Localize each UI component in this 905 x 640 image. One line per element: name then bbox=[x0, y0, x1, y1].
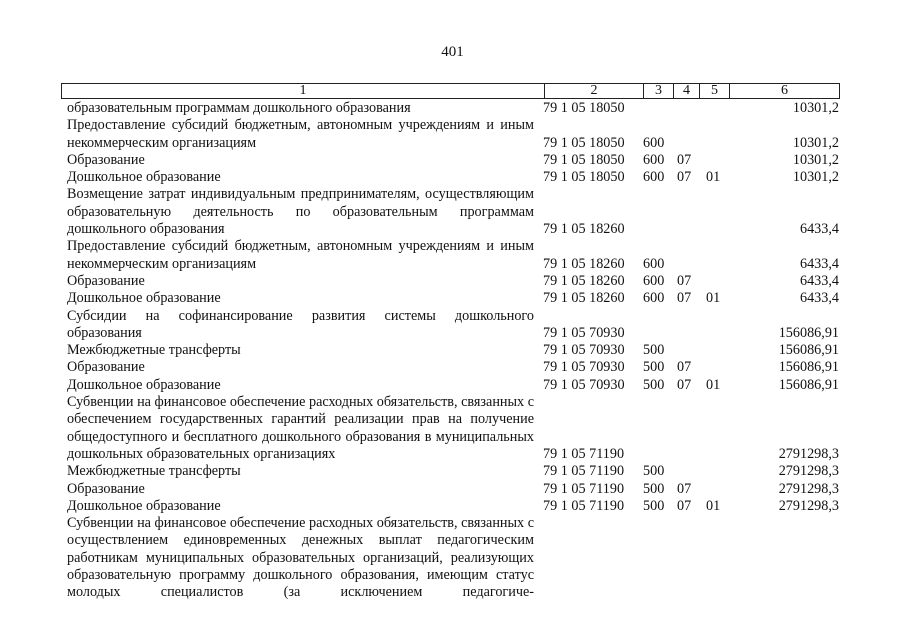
row-col-4: 07 bbox=[677, 480, 692, 497]
row-col-3: 600 bbox=[643, 169, 665, 186]
row-code: 79 1 05 71190 bbox=[543, 445, 625, 462]
row-amount: 10301,2 bbox=[792, 169, 839, 186]
row-description: Дошкольное образование bbox=[67, 497, 221, 514]
row-code: 79 1 05 70930 bbox=[543, 376, 625, 393]
row-col-5: 01 bbox=[706, 497, 721, 514]
row-amount: 2791298,3 bbox=[778, 497, 839, 514]
row-description: Субвенции на финансовое обеспечение расходных обязательств, связанных с обеспечением государственных гарантий реализации прав на получение общедоступного и бесплатного дошкольного образования в муниципальных дошкольных образовательных организациях bbox=[67, 394, 534, 462]
row-code: 79 1 05 70930 bbox=[543, 342, 625, 359]
table-row bbox=[0, 308, 905, 343]
row-amount: 156086,91 bbox=[778, 342, 839, 359]
table-row bbox=[0, 238, 905, 273]
row-col-5: 01 bbox=[706, 376, 721, 393]
row-amount: 156086,91 bbox=[778, 359, 839, 376]
table-row bbox=[0, 100, 905, 117]
row-amount: 6433,4 bbox=[799, 290, 839, 307]
row-amount: 2791298,3 bbox=[778, 463, 839, 480]
row-amount: 6433,4 bbox=[799, 255, 839, 272]
row-amount: 6433,4 bbox=[799, 221, 839, 238]
table-row bbox=[0, 515, 905, 601]
row-description: Предоставление субсидий бюджетным, автономным учреждениям и иным некоммерческим организациям bbox=[67, 117, 534, 151]
row-description: Возмещение затрат индивидуальным предпринимателям, осуществляющим образовательную деятельность по образовательным программам дошкольного образования bbox=[67, 186, 534, 238]
table-row bbox=[0, 377, 905, 394]
row-amount: 10301,2 bbox=[792, 100, 839, 116]
table-row bbox=[0, 152, 905, 169]
row-description: образовательным программам дошкольного образования bbox=[67, 100, 411, 116]
table-row bbox=[0, 394, 905, 463]
header-col-6: 6 bbox=[729, 84, 839, 98]
row-col-3: 500 bbox=[643, 463, 665, 480]
row-description: Дошкольное образование bbox=[67, 290, 221, 307]
row-amount: 10301,2 bbox=[792, 151, 839, 168]
row-col-3: 600 bbox=[643, 151, 665, 168]
row-code: 79 1 05 18050 bbox=[543, 151, 625, 168]
table-row bbox=[0, 342, 905, 359]
row-description: Образование bbox=[67, 151, 145, 168]
row-description: Дошкольное образование bbox=[67, 169, 221, 186]
row-col-4: 07 bbox=[677, 290, 692, 307]
table-body bbox=[0, 100, 905, 602]
row-description: Субвенции на финансовое обеспечение расходных обязательств, связанных с осуществлением единовременных денежных выплат педагогическим работникам муниципальных образовательных организаций, реализующих образовательную программу дошкольного образования, имеющим статус молодых специалистов (за исключением педагогиче- bbox=[67, 515, 534, 601]
row-col-4: 07 bbox=[677, 272, 692, 289]
row-col-4: 07 bbox=[677, 151, 692, 168]
row-description: Субсидии на софинансирование развития системы дошкольного образования bbox=[67, 307, 534, 341]
header-col-4: 4 bbox=[673, 84, 699, 98]
row-amount: 156086,91 bbox=[778, 324, 839, 341]
row-code: 79 1 05 18050 bbox=[543, 134, 625, 151]
row-col-5: 01 bbox=[706, 290, 721, 307]
table-row bbox=[0, 463, 905, 480]
row-description: Межбюджетные трансферты bbox=[67, 342, 241, 359]
table-row bbox=[0, 481, 905, 498]
row-amount: 2791298,3 bbox=[778, 445, 839, 462]
header-col-1: 1 bbox=[299, 83, 307, 98]
row-code: 79 1 05 18050 bbox=[543, 169, 625, 186]
row-col-3: 600 bbox=[643, 272, 665, 289]
row-amount: 10301,2 bbox=[792, 134, 839, 151]
row-code: 79 1 05 18260 bbox=[543, 221, 625, 238]
table-row bbox=[0, 359, 905, 376]
row-code: 79 1 05 70930 bbox=[543, 324, 625, 341]
row-description: Образование bbox=[67, 480, 145, 497]
row-amount: 6433,4 bbox=[799, 272, 839, 289]
table-header bbox=[61, 83, 840, 99]
page-number: 401 bbox=[441, 44, 464, 60]
row-description: Предоставление субсидий бюджетным, автономным учреждениям и иным некоммерческим организациям bbox=[67, 238, 534, 272]
header-col-2: 2 bbox=[544, 84, 643, 98]
table-row bbox=[0, 169, 905, 186]
row-col-4: 07 bbox=[677, 376, 692, 393]
row-amount: 2791298,3 bbox=[778, 480, 839, 497]
row-amount: 156086,91 bbox=[778, 376, 839, 393]
header-col-5: 5 bbox=[699, 84, 729, 98]
row-code: 79 1 05 18260 bbox=[543, 290, 625, 307]
row-code: 79 1 05 18050 bbox=[543, 100, 625, 116]
row-col-3: 600 bbox=[643, 290, 665, 307]
row-col-4: 07 bbox=[677, 359, 692, 376]
table-row bbox=[0, 290, 905, 307]
row-code: 79 1 05 18260 bbox=[543, 255, 625, 272]
row-code: 79 1 05 18260 bbox=[543, 272, 625, 289]
row-col-5: 01 bbox=[706, 169, 721, 186]
row-code: 79 1 05 70930 bbox=[543, 359, 625, 376]
row-col-3: 500 bbox=[643, 480, 665, 497]
row-col-3: 500 bbox=[643, 497, 665, 514]
row-col-3: 500 bbox=[643, 359, 665, 376]
table-row bbox=[0, 117, 905, 152]
table-row bbox=[0, 498, 905, 515]
row-description: Дошкольное образование bbox=[67, 376, 221, 393]
row-col-4: 07 bbox=[677, 169, 692, 186]
header-col-3: 3 bbox=[643, 84, 673, 98]
row-code: 79 1 05 71190 bbox=[543, 480, 625, 497]
row-code: 79 1 05 71190 bbox=[543, 497, 625, 514]
row-col-3: 600 bbox=[643, 134, 665, 151]
row-col-3: 600 bbox=[643, 255, 665, 272]
row-col-3: 500 bbox=[643, 342, 665, 359]
row-col-4: 07 bbox=[677, 497, 692, 514]
row-description: Образование bbox=[67, 272, 145, 289]
row-col-3: 500 bbox=[643, 376, 665, 393]
table-row bbox=[0, 186, 905, 238]
row-description: Межбюджетные трансферты bbox=[67, 463, 241, 480]
row-code: 79 1 05 71190 bbox=[543, 463, 625, 480]
table-row bbox=[0, 273, 905, 290]
row-description: Образование bbox=[67, 359, 145, 376]
